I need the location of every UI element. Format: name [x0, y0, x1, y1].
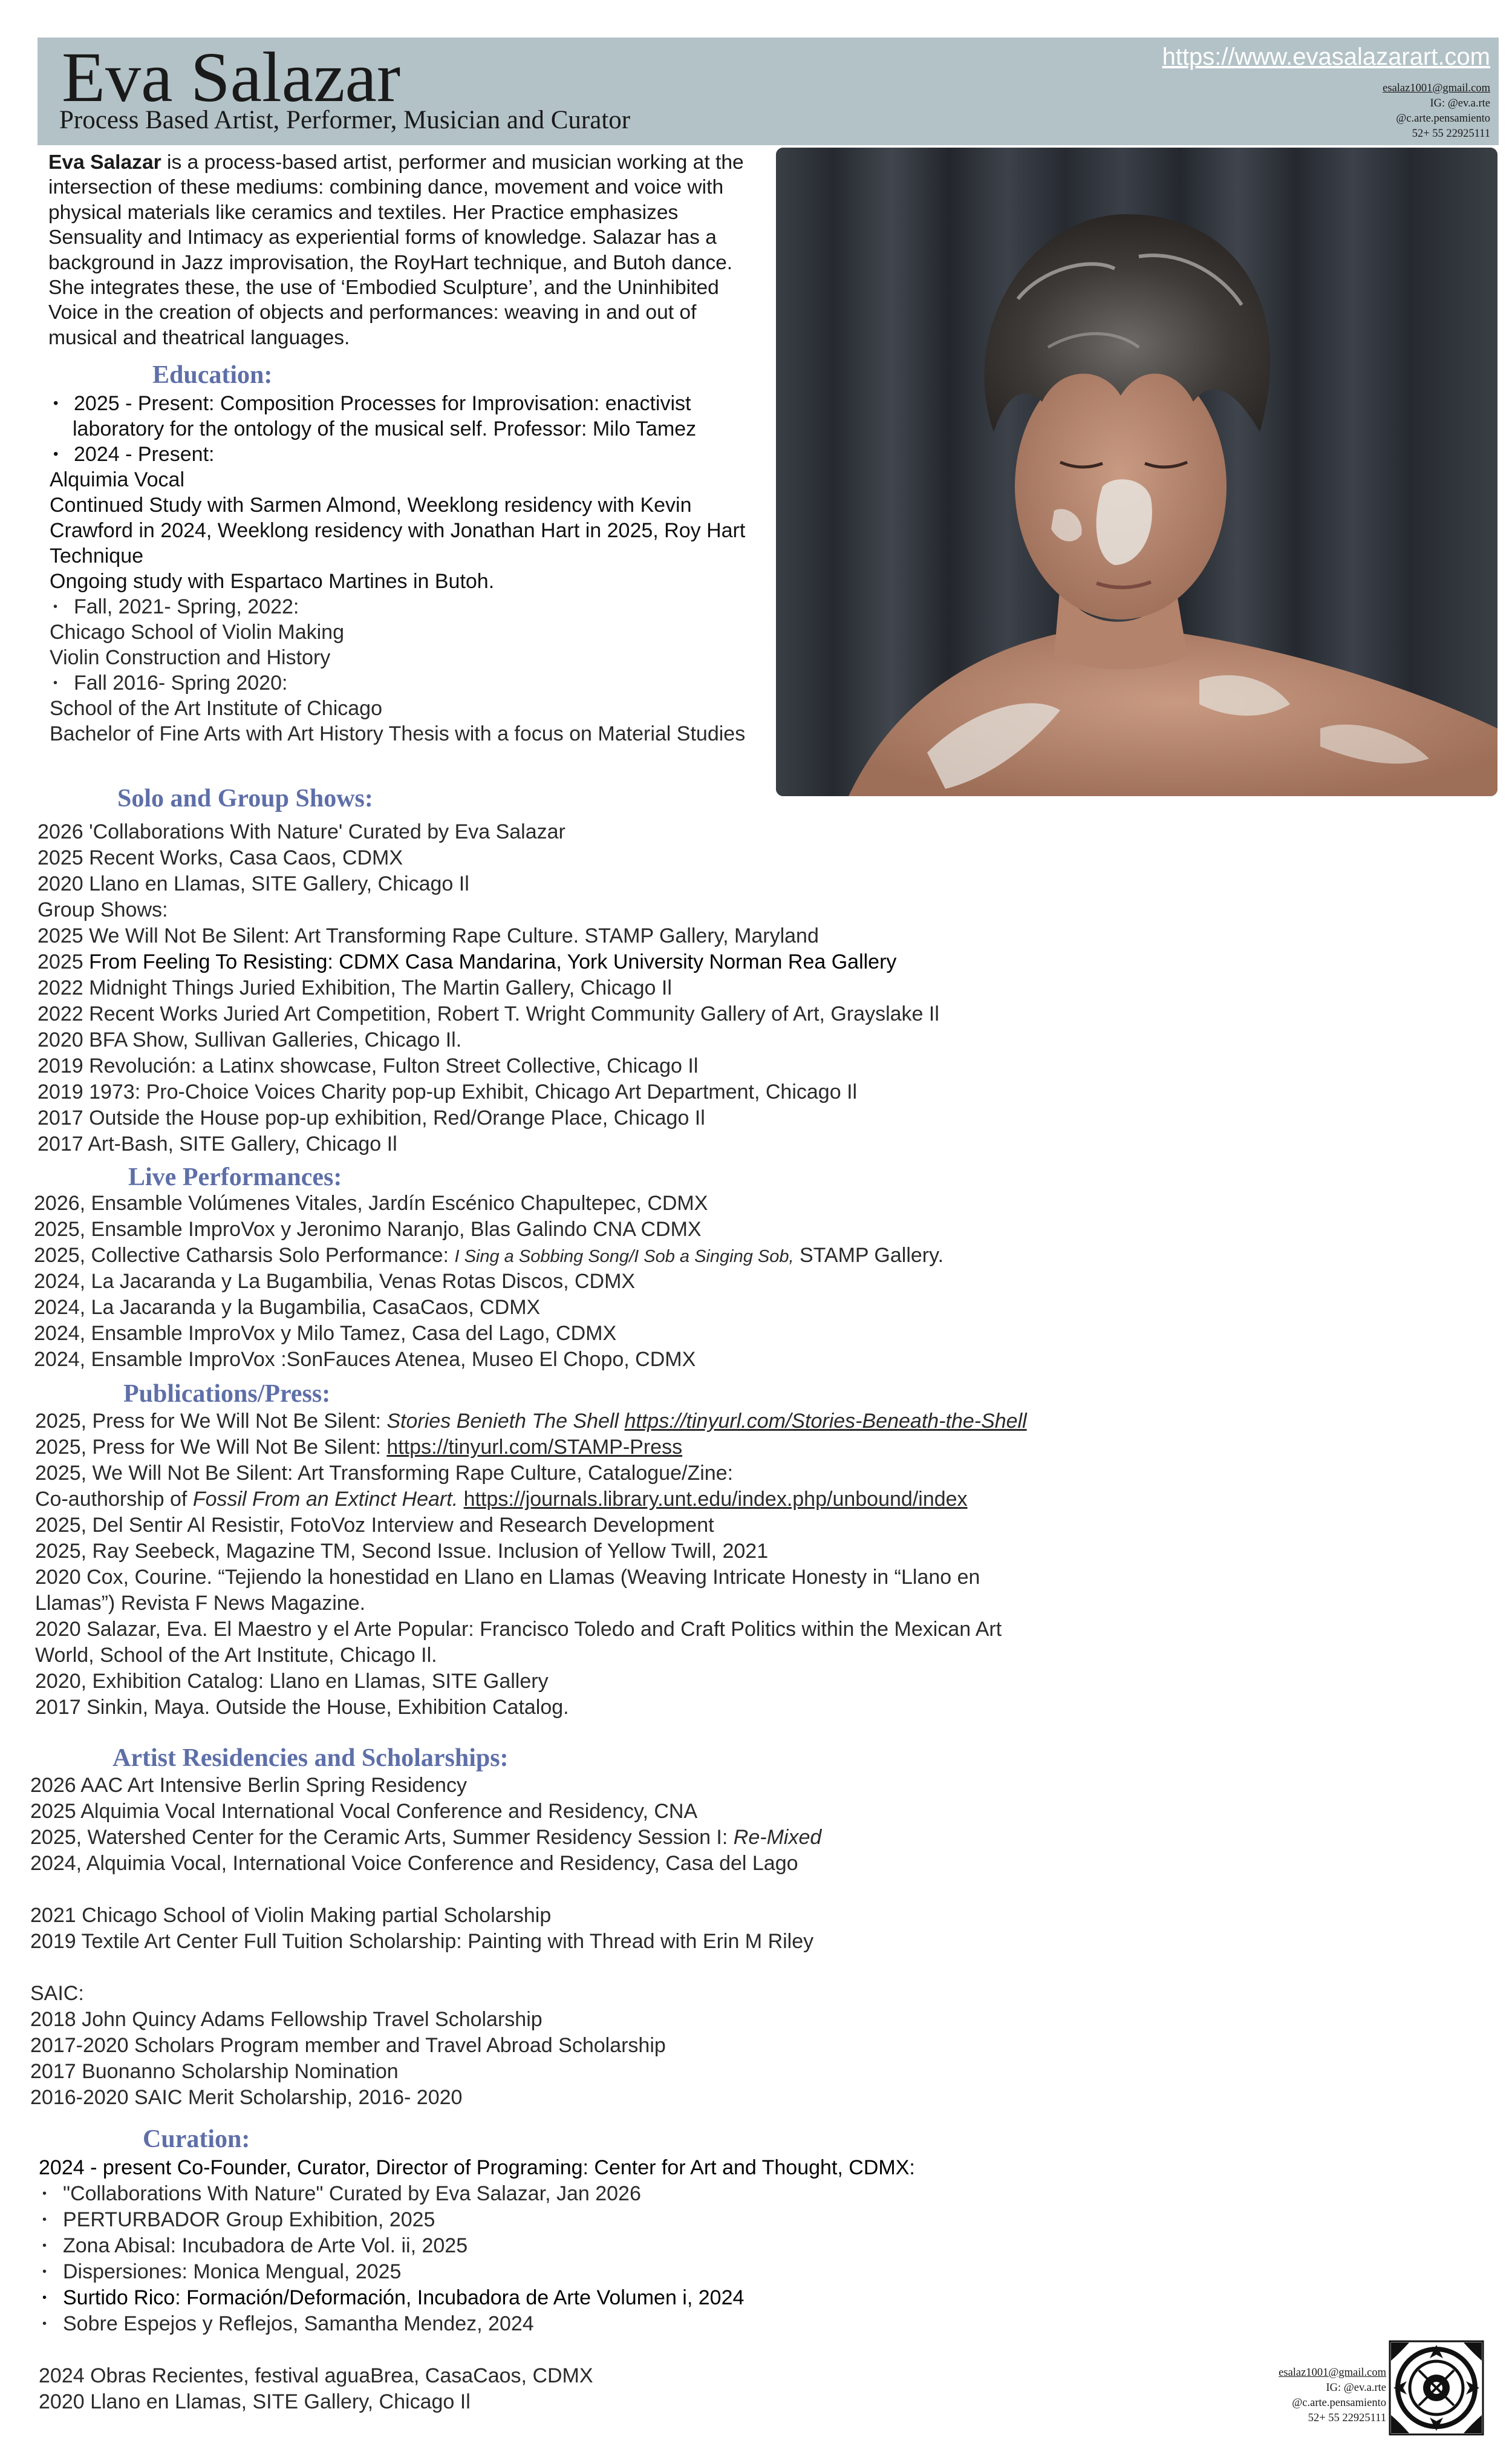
header-phone: 52+ 55 22925111: [1412, 128, 1490, 140]
shows-line: 2017 Art-Bash, SITE Gallery, Chicago Il: [37, 1133, 397, 1156]
curation-heading: Curation:: [143, 2125, 250, 2153]
residency-line: [30, 1825, 821, 1851]
press-line-prefix: 2025, Press for We Will Not Be Silent:: [35, 1410, 387, 1433]
curation-item: • Dispersiones: Monica Mengual, 2025: [39, 2259, 915, 2285]
education-item-3-description: Violin Construction and History: [50, 646, 331, 669]
footer-phone: 52+ 55 22925111: [1308, 2412, 1386, 2424]
press-list: [35, 1408, 1027, 1721]
shows-heading: Solo and Group Shows:: [117, 785, 373, 812]
press-line: World, School of the Art Institute, Chicago Il.: [35, 1644, 437, 1667]
press-line: 2017 Sinkin, Maya. Outside the House, Exhibition Catalog.: [35, 1696, 569, 1719]
performance-line: 2024, La Jacaranda y La Bugambilia, Venas Rotas Discos, CDMX: [34, 1270, 636, 1293]
press-spacer: [619, 1410, 624, 1433]
shows-line-year: 2025: [37, 950, 90, 973]
shows-line: 2020 BFA Show, Sullivan Galleries, Chicago Il.: [37, 1028, 462, 1051]
artist-name: Eva Salazar: [62, 38, 401, 117]
curation-item: • Surtido Rico: Formación/Deformación, Incubadora de Arte Volumen i, 2024: [39, 2285, 915, 2311]
education-item-3: • Fall, 2021- Spring, 2022:: [50, 594, 775, 620]
education-section: [50, 391, 775, 747]
performance-line: 2024, Ensamble ImproVox :SonFauces Atenea, Museo El Chopo, CDMX: [34, 1348, 696, 1371]
performance-line-prefix: 2025, Collective Catharsis Solo Performance:: [34, 1244, 455, 1267]
shows-list: [37, 819, 939, 1157]
shows-line: 2025 Recent Works, Casa Caos, CDMX: [37, 846, 403, 869]
press-line: [35, 1408, 1027, 1434]
press-line: [35, 1486, 1027, 1512]
shows-line: 2022 Recent Works Juried Art Competition, Robert T. Wright Community Gallery of Art, Grayslake Il: [37, 1002, 939, 1025]
shows-line: 2025 We Will Not Be Silent: Art Transforming Rape Culture. STAMP Gallery, Maryland: [37, 924, 819, 947]
shows-line: 2020 Llano en Llamas, SITE Gallery, Chicago Il: [37, 872, 469, 895]
performance-line: 2024, La Jacaranda y la Bugambilia, CasaCaos, CDMX: [34, 1296, 541, 1319]
shows-line: 2017 Outside the House pop-up exhibition, Red/Orange Place, Chicago Il: [37, 1107, 705, 1130]
shows-line: 2019 Revolución: a Latinx showcase, Fulton Street Collective, Chicago Il: [37, 1054, 699, 1077]
shows-line: 2026 'Collaborations With Nature' Curated by Eva Salazar: [37, 820, 565, 843]
portrait-illustration: [776, 148, 1497, 796]
press-heading: Publications/Press:: [123, 1380, 331, 1408]
education-item-2-description: Continued Study with Sarmen Almond, Weeklong residency with Kevin Crawford in 2024, Weeklong residency with Jonathan Hart in 2025, Roy Hart Technique: [50, 494, 746, 567]
press-line: Llamas”) Revista F News Magazine.: [35, 1592, 366, 1615]
footer-instagram: IG: @ev.a.rte: [1326, 2382, 1386, 2394]
residencies-heading: Artist Residencies and Scholarships:: [112, 1744, 509, 1772]
performances-list: [34, 1191, 943, 1373]
website-link[interactable]: https://www.evasalazarart.com: [1162, 44, 1490, 70]
press-line: 2025, We Will Not Be Silent: Art Transforming Rape Culture, Catalogue/Zine:: [35, 1462, 734, 1485]
header-email-link[interactable]: esalaz1001@gmail.com: [1383, 82, 1490, 94]
education-item-3-institution: Chicago School of Violin Making: [50, 621, 344, 644]
press-line-prefix: 2025, Press for We Will Not Be Silent:: [35, 1436, 387, 1459]
press-title: Stories Benieth The Shell: [386, 1410, 619, 1433]
header-contact: [1383, 81, 1490, 142]
header-instagram: IG: @ev.a.rte: [1430, 97, 1490, 110]
curation-list: [39, 2155, 915, 2415]
education-item-1-cont: laboratory for the ontology of the musical self. Professor: Milo Tamez: [73, 417, 697, 440]
education-item-4: • Fall 2016- Spring 2020:: [50, 670, 775, 696]
header-banner: [37, 38, 1499, 145]
curation-other: 2020 Llano en Llamas, SITE Gallery, Chicago Il: [39, 2390, 471, 2413]
footer-email-link[interactable]: esalaz1001@gmail.com: [1279, 2367, 1386, 2379]
curation-intro: 2024 - present Co-Founder, Curator, Director of Programing: Center for Art and Thought, CDMX:: [39, 2156, 915, 2179]
spacer: [30, 1877, 821, 1903]
performances-heading: Live Performances:: [128, 1163, 342, 1191]
footer-contact: [1279, 2365, 1386, 2426]
press-line: 2020, Exhibition Catalog: Llano en Llamas, SITE Gallery: [35, 1670, 549, 1693]
press-line: 2020 Salazar, Eva. El Maestro y el Arte Popular: Francisco Toledo and Craft Politics within the Mexican Art: [35, 1618, 1002, 1641]
education-heading: Education:: [152, 361, 273, 389]
residency-line: 2026 AAC Art Intensive Berlin Spring Residency: [30, 1774, 467, 1797]
residency-line: 2024, Alquimia Vocal, International Voice Conference and Residency, Casa del Lago: [30, 1852, 798, 1875]
spacer: [39, 2337, 915, 2363]
shows-line: 2019 1973: Pro-Choice Voices Charity pop-up Exhibit, Chicago Art Department, Chicago Il: [37, 1081, 858, 1103]
curation-item: • Sobre Espejos y Reflejos, Samantha Mendez, 2024: [39, 2311, 915, 2337]
curation-other: 2024 Obras Recientes, festival aguaBrea, CasaCaos, CDMX: [39, 2364, 593, 2387]
press-link-stories[interactable]: https://tinyurl.com/Stories-Beneath-the-Shell: [624, 1410, 1027, 1433]
performance-line-suffix: STAMP Gallery.: [793, 1244, 944, 1267]
residency-title: Re-Mixed: [733, 1826, 822, 1849]
scholarship-line: 2021 Chicago School of Violin Making partial Scholarship: [30, 1904, 552, 1927]
artist-portrait-photo: [776, 148, 1497, 796]
education-item-4-description: Bachelor of Fine Arts with Art History Thesis with a focus on Material Studies: [50, 722, 746, 745]
performance-line: 2024, Ensamble ImproVox y Milo Tamez, Casa del Lago, CDMX: [34, 1322, 617, 1345]
press-line: 2025, Del Sentir Al Resistir, FotoVoz Interview and Research Development: [35, 1514, 714, 1537]
artist-bio: [48, 150, 768, 350]
scholarship-line: 2017-2020 Scholars Program member and Travel Abroad Scholarship: [30, 2034, 666, 2057]
press-link-stamp[interactable]: https://tinyurl.com/STAMP-Press: [386, 1436, 683, 1459]
artist-tagline: Process Based Artist, Performer, Musician and Curator: [59, 106, 631, 134]
header-instagram-2: @c.arte.pensamiento: [1396, 113, 1490, 125]
press-line: 2020 Cox, Courine. “Tejiendo la honestidad en Llano en Llamas (Weaving Intricate Honesty in “Llano en: [35, 1566, 980, 1589]
performance-line: 2026, Ensamble Volúmenes Vitales, Jardín Escénico Chapultepec, CDMX: [34, 1192, 708, 1215]
tile-seal-icon: [1389, 2340, 1484, 2436]
footer-instagram-2: @c.arte.pensamiento: [1292, 2397, 1386, 2409]
group-shows-label: Group Shows:: [37, 898, 168, 921]
shows-line: 2022 Midnight Things Juried Exhibition, The Martin Gallery, Chicago Il: [37, 976, 672, 999]
education-item-2-institution: Alquimia Vocal: [50, 468, 185, 491]
residency-line: 2025 Alquimia Vocal International Vocal Conference and Residency, CNA: [30, 1800, 698, 1823]
education-item-2: • 2024 - Present:: [50, 442, 775, 467]
press-line-prefix: Co-authorship of: [35, 1488, 193, 1511]
education-item-2-description-2: Ongoing study with Espartaco Martines in Butoh.: [50, 570, 495, 593]
bio-name: Eva Salazar: [48, 151, 161, 174]
scholarship-line: 2019 Textile Art Center Full Tuition Scholarship: Painting with Thread with Erin M Riley: [30, 1930, 814, 1953]
scholarship-line: 2016-2020 SAIC Merit Scholarship, 2016- 2020: [30, 2086, 463, 2109]
performance-line: [34, 1243, 943, 1269]
press-spacer: [458, 1488, 463, 1511]
education-item-1: • 2025 - Present: Composition Processes for Improvisation: enactivist: [50, 391, 775, 416]
residencies-list: [30, 1773, 821, 2111]
press-link-unbound[interactable]: https://journals.library.unt.edu/index.php/unbound/index: [463, 1488, 968, 1511]
curation-item: • "Collaborations With Nature" Curated by Eva Salazar, Jan 2026: [39, 2181, 915, 2207]
performance-title: I Sing a Sobbing Song/I Sob a Singing Sob,: [454, 1247, 794, 1266]
bio-text: is a process-based artist, performer and musician working at the intersection of these mediums: combining dance, movement and voice with physical materials like ceramics and textiles. Her Practice emphasizes Sensuality and Intimacy as experiential forms of knowledge. Salazar has a background in Jazz improvisation, the RoyHart technique, and Butoh dance. She integrates these, the use of ‘Embodied Sculpture’, and the Uninhibited Voice in the creation of objects and performances: weaving in and out of musical and theatrical languages.: [48, 151, 744, 349]
residency-line-prefix: 2025, Watershed Center for the Ceramic Arts, Summer Residency Session I:: [30, 1826, 734, 1849]
press-title: Fossil From an Extinct Heart.: [192, 1488, 458, 1511]
curation-item: • Zona Abisal: Incubadora de Arte Vol. ii, 2025: [39, 2233, 915, 2259]
scholarship-line: 2018 John Quincy Adams Fellowship Travel Scholarship: [30, 2008, 543, 2031]
press-line: [35, 1434, 1027, 1460]
curation-item: • PERTURBADOR Group Exhibition, 2025: [39, 2207, 915, 2233]
shows-line-title: From Feeling To Resisting: CDMX Casa Mandarina, York University Norman Rea Gallery: [89, 950, 897, 973]
performance-line: 2025, Ensamble ImproVox y Jeronimo Naranjo, Blas Galindo CNA CDMX: [34, 1218, 702, 1241]
saic-label: SAIC:: [30, 1982, 84, 2005]
scholarship-line: 2017 Buonanno Scholarship Nomination: [30, 2060, 399, 2083]
spacer: [30, 1955, 821, 1981]
shows-line: [37, 949, 939, 975]
press-line: 2025, Ray Seebeck, Magazine TM, Second Issue. Inclusion of Yellow Twill, 2021: [35, 1540, 769, 1563]
education-item-4-institution: School of the Art Institute of Chicago: [50, 697, 382, 720]
